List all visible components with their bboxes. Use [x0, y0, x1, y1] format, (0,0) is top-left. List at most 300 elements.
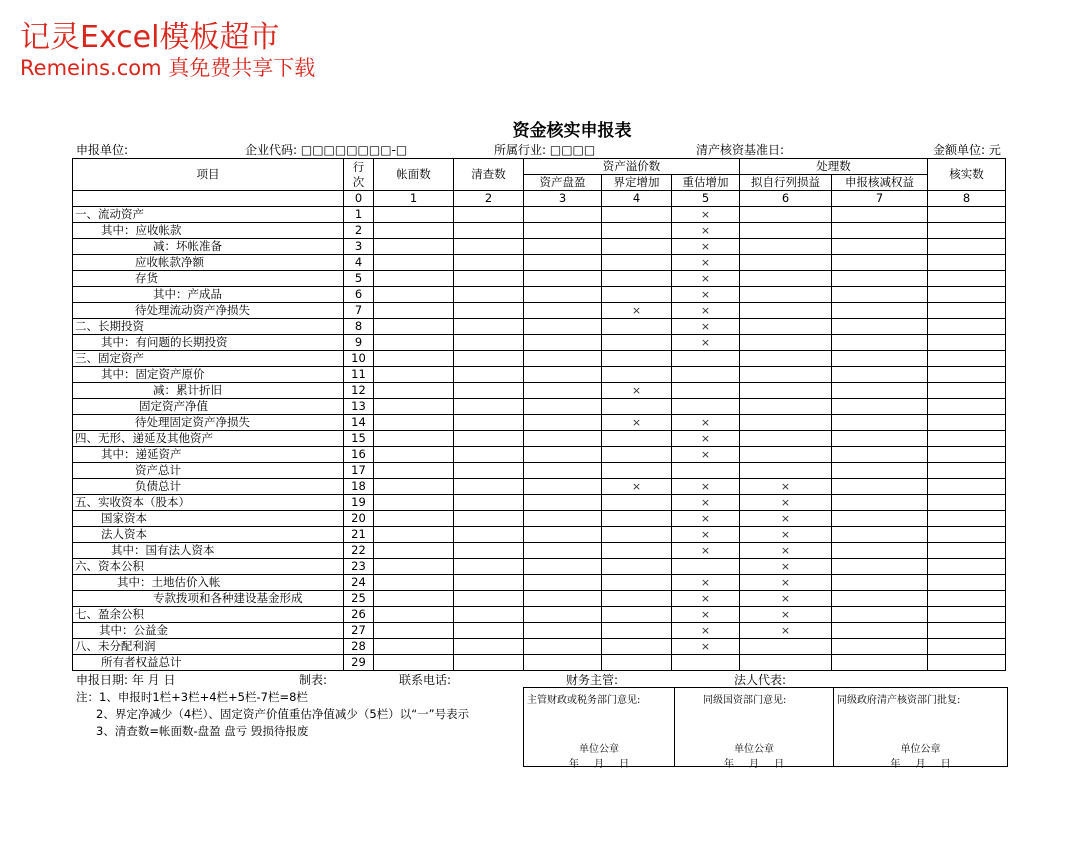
col-header-define-add: 界定增加 [602, 175, 672, 191]
table-row [73, 591, 1006, 607]
cross-mark: × [672, 319, 740, 335]
table-row [73, 463, 1006, 479]
value-cell [832, 303, 928, 319]
table-row [73, 623, 1006, 639]
row-label: 一、流动资产 [73, 207, 344, 223]
opinion-box-government [833, 687, 1008, 770]
value-cell [832, 255, 928, 271]
value-cell [832, 511, 928, 527]
table-row [73, 655, 1006, 671]
row-number: 27 [344, 623, 374, 639]
value-cell [524, 383, 602, 399]
value-cell [928, 319, 1006, 335]
value-cell [602, 319, 672, 335]
row-number: 15 [344, 431, 374, 447]
value-cell [740, 303, 832, 319]
value-cell [454, 495, 524, 511]
value-cell [928, 431, 1006, 447]
value-cell [524, 303, 602, 319]
cross-mark: × [672, 495, 740, 511]
footer-finance: 财务主管: [566, 673, 619, 687]
report-table [72, 158, 1006, 671]
value-cell [454, 319, 524, 335]
value-cell [454, 623, 524, 639]
value-cell [832, 447, 928, 463]
value-cell [602, 543, 672, 559]
value-cell [374, 591, 454, 607]
value-cell [602, 335, 672, 351]
row-number: 16 [344, 447, 374, 463]
value-cell [928, 383, 1006, 399]
row-number: 28 [344, 639, 374, 655]
value-cell [832, 335, 928, 351]
value-cell [602, 223, 672, 239]
col-num: 8 [928, 191, 1006, 207]
value-cell [374, 623, 454, 639]
value-cell [602, 287, 672, 303]
row-number: 18 [344, 479, 374, 495]
value-cell [374, 655, 454, 671]
value-cell [740, 335, 832, 351]
value-cell [454, 607, 524, 623]
row-label: 其中：递延资产 [73, 447, 344, 463]
cross-mark: × [672, 287, 740, 303]
value-cell [524, 255, 602, 271]
value-cell [454, 223, 524, 239]
value-cell [524, 431, 602, 447]
value-cell [454, 527, 524, 543]
row-number: 26 [344, 607, 374, 623]
row-number: 3 [344, 239, 374, 255]
value-cell [740, 655, 832, 671]
value-cell [454, 383, 524, 399]
value-cell [602, 575, 672, 591]
value-cell [832, 575, 928, 591]
value-cell [928, 399, 1006, 415]
value-cell [740, 463, 832, 479]
cross-mark: × [672, 271, 740, 287]
row-label: 待处理固定资产净损失 [73, 415, 344, 431]
col-num: 2 [454, 191, 524, 207]
value-cell [602, 255, 672, 271]
table-row [73, 511, 1006, 527]
row-number: 21 [344, 527, 374, 543]
value-cell [524, 655, 602, 671]
value-cell [374, 559, 454, 575]
value-cell [832, 271, 928, 287]
value-cell [524, 543, 602, 559]
table-row [73, 431, 1006, 447]
value-cell [928, 495, 1006, 511]
value-cell [374, 639, 454, 655]
cross-mark: × [602, 415, 672, 431]
row-number: 17 [344, 463, 374, 479]
value-cell [524, 271, 602, 287]
table-row [73, 399, 1006, 415]
column-number-row [73, 191, 1006, 207]
value-cell [832, 415, 928, 431]
value-cell [454, 207, 524, 223]
cross-mark: × [672, 335, 740, 351]
value-cell [524, 351, 602, 367]
note-1: 注：1、申报时1栏+3栏+4栏+5栏-7栏=8栏 [76, 690, 308, 704]
value-cell [374, 239, 454, 255]
row-label: 固定资产净值 [73, 399, 344, 415]
row-label: 资产总计 [73, 463, 344, 479]
row-number: 4 [344, 255, 374, 271]
value-cell [374, 303, 454, 319]
value-cell [832, 319, 928, 335]
opinion-date: 年 月 日 [890, 759, 951, 770]
value-cell [740, 383, 832, 399]
value-cell [454, 255, 524, 271]
value-cell [928, 655, 1006, 671]
opinion-title: 主管财政或税务部门意见: [527, 695, 641, 706]
table-row [73, 255, 1006, 271]
header-industry: 所属行业: □□□□ [494, 143, 596, 157]
table-row [73, 527, 1006, 543]
value-cell [374, 431, 454, 447]
col-num: 3 [524, 191, 602, 207]
col-header-surplus-group: 资产溢价数 [524, 159, 740, 175]
col-num: 0 [344, 191, 374, 207]
value-cell [454, 463, 524, 479]
value-cell [374, 255, 454, 271]
opinion-seal: 单位公章 [734, 744, 774, 755]
value-cell [374, 351, 454, 367]
col-num: 6 [740, 191, 832, 207]
row-label: 八、未分配利润 [73, 639, 344, 655]
cross-mark: × [672, 543, 740, 559]
value-cell [374, 367, 454, 383]
value-cell [524, 447, 602, 463]
value-cell [928, 239, 1006, 255]
col-header-self-loss: 拟自行列损益 [740, 175, 832, 191]
row-label: 待处理流动资产净损失 [73, 303, 344, 319]
value-cell [374, 543, 454, 559]
value-cell [374, 415, 454, 431]
value-cell [672, 463, 740, 479]
row-label: 四、无形、递延及其他资产 [73, 431, 344, 447]
value-cell [672, 559, 740, 575]
value-cell [832, 495, 928, 511]
value-cell [602, 495, 672, 511]
footer-date: 申报日期: 年 月 日 [76, 673, 176, 687]
value-cell [928, 511, 1006, 527]
value-cell [374, 319, 454, 335]
value-cell [524, 367, 602, 383]
opinion-title: 同级政府清产核资部门批复: [837, 695, 961, 706]
value-cell [672, 655, 740, 671]
row-label: 法人资本 [73, 527, 344, 543]
value-cell [374, 287, 454, 303]
cross-mark: × [740, 591, 832, 607]
opinion-title: 同级国资部门意见: [703, 695, 787, 706]
table-row [73, 335, 1006, 351]
row-label: 其中：有问题的长期投资 [73, 335, 344, 351]
value-cell [602, 463, 672, 479]
row-label: 负债总计 [73, 479, 344, 495]
table-row [73, 303, 1006, 319]
header-unit: 申报单位: [76, 143, 129, 157]
value-cell [524, 399, 602, 415]
cross-mark: × [740, 527, 832, 543]
value-cell [928, 639, 1006, 655]
col-num: 5 [672, 191, 740, 207]
value-cell [832, 543, 928, 559]
value-cell [602, 447, 672, 463]
row-label: 其中：土地估价入帐 [73, 575, 344, 591]
value-cell [524, 415, 602, 431]
header-base-date: 清产核资基准日: [696, 143, 785, 157]
value-cell [374, 463, 454, 479]
value-cell [602, 511, 672, 527]
table-row [73, 559, 1006, 575]
row-number: 14 [344, 415, 374, 431]
value-cell [602, 623, 672, 639]
value-cell [740, 287, 832, 303]
col-header-item: 项目 [73, 159, 344, 191]
value-cell [454, 351, 524, 367]
row-number: 7 [344, 303, 374, 319]
cross-mark: × [672, 527, 740, 543]
row-label: 减：坏帐准备 [73, 239, 344, 255]
row-number: 8 [344, 319, 374, 335]
cross-mark: × [672, 607, 740, 623]
value-cell [832, 239, 928, 255]
opinion-box-state-assets [674, 687, 834, 770]
value-cell [602, 367, 672, 383]
value-cell [740, 271, 832, 287]
value-cell [524, 463, 602, 479]
header-code: 企业代码: □□□□□□□□-□ [245, 143, 408, 157]
value-cell [454, 591, 524, 607]
cross-mark: × [602, 383, 672, 399]
value-cell [454, 559, 524, 575]
table-row [73, 367, 1006, 383]
value-cell [832, 223, 928, 239]
cross-mark: × [672, 239, 740, 255]
value-cell [374, 271, 454, 287]
row-label: 其中：公益金 [73, 623, 344, 639]
value-cell [740, 447, 832, 463]
value-cell [602, 527, 672, 543]
row-number: 9 [344, 335, 374, 351]
value-cell [672, 367, 740, 383]
value-cell [832, 383, 928, 399]
note-2: 2、界定净减少（4栏）、固定资产价值重估净值减少（5栏）以“一”号表示 [96, 707, 470, 721]
value-cell [454, 367, 524, 383]
watermark-title: 记灵Excel模板超市 [20, 20, 280, 55]
table-row [73, 415, 1006, 431]
value-cell [832, 367, 928, 383]
cross-mark: × [672, 575, 740, 591]
value-cell [928, 255, 1006, 271]
row-label: 其中：产成品 [73, 287, 344, 303]
row-number: 6 [344, 287, 374, 303]
value-cell [832, 607, 928, 623]
value-cell [672, 383, 740, 399]
header-amount-unit: 金额单位: 元 [933, 143, 1001, 157]
value-cell [374, 511, 454, 527]
value-cell [832, 655, 928, 671]
value-cell [672, 399, 740, 415]
value-cell [602, 271, 672, 287]
value-cell [454, 415, 524, 431]
cross-mark: × [672, 415, 740, 431]
value-cell [928, 223, 1006, 239]
cross-mark: × [740, 559, 832, 575]
table-row [73, 287, 1006, 303]
value-cell [454, 511, 524, 527]
value-cell [524, 591, 602, 607]
row-number: 13 [344, 399, 374, 415]
value-cell [454, 303, 524, 319]
value-cell [524, 607, 602, 623]
row-number: 24 [344, 575, 374, 591]
cross-mark: × [740, 495, 832, 511]
cross-mark: × [672, 447, 740, 463]
row-number: 25 [344, 591, 374, 607]
cross-mark: × [672, 479, 740, 495]
value-cell [374, 383, 454, 399]
col-header-surplus: 资产盘盈 [524, 175, 602, 191]
value-cell [524, 495, 602, 511]
value-cell [602, 399, 672, 415]
col-header-revalue-add: 重估增加 [672, 175, 740, 191]
row-number: 22 [344, 543, 374, 559]
cross-mark: × [672, 223, 740, 239]
row-number: 23 [344, 559, 374, 575]
value-cell [454, 575, 524, 591]
row-label: 七、盈余公积 [73, 607, 344, 623]
footer-maker: 制表: [299, 673, 328, 687]
value-cell [740, 223, 832, 239]
value-cell [524, 575, 602, 591]
value-cell [524, 639, 602, 655]
row-number: 19 [344, 495, 374, 511]
opinion-box-finance [523, 687, 675, 770]
footer-legal: 法人代表: [734, 673, 787, 687]
value-cell [928, 351, 1006, 367]
value-cell [374, 495, 454, 511]
value-cell [928, 559, 1006, 575]
table-row [73, 447, 1006, 463]
value-cell [602, 559, 672, 575]
row-number: 2 [344, 223, 374, 239]
value-cell [928, 271, 1006, 287]
value-cell [928, 303, 1006, 319]
value-cell [928, 479, 1006, 495]
value-cell [928, 415, 1006, 431]
value-cell [374, 607, 454, 623]
value-cell [832, 479, 928, 495]
cross-mark: × [602, 479, 672, 495]
value-cell [602, 591, 672, 607]
table-row [73, 575, 1006, 591]
cross-mark: × [740, 543, 832, 559]
row-number: 10 [344, 351, 374, 367]
cross-mark: × [602, 303, 672, 319]
value-cell [832, 559, 928, 575]
value-cell [454, 431, 524, 447]
row-label: 国家资本 [73, 511, 344, 527]
row-label: 其中：固定资产原价 [73, 367, 344, 383]
row-label: 专款拨项和各种建设基金形成 [73, 591, 344, 607]
value-cell [524, 223, 602, 239]
cross-mark: × [672, 591, 740, 607]
value-cell [928, 335, 1006, 351]
value-cell [740, 239, 832, 255]
cross-mark: × [672, 255, 740, 271]
row-number: 29 [344, 655, 374, 671]
table-row [73, 495, 1006, 511]
value-cell [374, 223, 454, 239]
row-label: 其中：应收帐款 [73, 223, 344, 239]
row-label: 其中：国有法人资本 [73, 543, 344, 559]
value-cell [832, 463, 928, 479]
value-cell [524, 479, 602, 495]
value-cell [454, 655, 524, 671]
value-cell [524, 559, 602, 575]
col-num: 7 [832, 191, 928, 207]
value-cell [524, 623, 602, 639]
table-row [73, 351, 1006, 367]
value-cell [832, 399, 928, 415]
value-cell [524, 527, 602, 543]
value-cell [454, 239, 524, 255]
value-cell [454, 287, 524, 303]
value-cell [374, 575, 454, 591]
value-cell [928, 447, 1006, 463]
value-cell [524, 511, 602, 527]
value-cell [928, 207, 1006, 223]
value-cell [928, 623, 1006, 639]
note-3: 3、清查数=帐面数-盘盈 盘亏 毁损待报废 [96, 724, 309, 738]
row-number: 1 [344, 207, 374, 223]
value-cell [374, 447, 454, 463]
row-number: 12 [344, 383, 374, 399]
cross-mark: × [672, 207, 740, 223]
col-header-report-loss: 申报核减权益 [832, 175, 928, 191]
value-cell [454, 335, 524, 351]
value-cell [832, 623, 928, 639]
value-cell [374, 527, 454, 543]
value-cell [524, 335, 602, 351]
value-cell [454, 543, 524, 559]
watermark-subtitle: Remeins.com 真免费共享下载 [20, 56, 316, 80]
col-num: 1 [374, 191, 454, 207]
value-cell [740, 207, 832, 223]
table-row [73, 207, 1006, 223]
value-cell [740, 351, 832, 367]
col-num: 4 [602, 191, 672, 207]
row-label: 所有者权益总计 [73, 655, 344, 671]
value-cell [602, 431, 672, 447]
col-num-blank [73, 191, 344, 207]
value-cell [672, 351, 740, 367]
value-cell [524, 319, 602, 335]
table-row [73, 639, 1006, 655]
row-label: 三、固定资产 [73, 351, 344, 367]
value-cell [928, 543, 1006, 559]
value-cell [454, 479, 524, 495]
page-title: 资金核实申报表 [512, 121, 632, 141]
value-cell [832, 207, 928, 223]
table-row [73, 319, 1006, 335]
cross-mark: × [672, 623, 740, 639]
cross-mark: × [740, 607, 832, 623]
